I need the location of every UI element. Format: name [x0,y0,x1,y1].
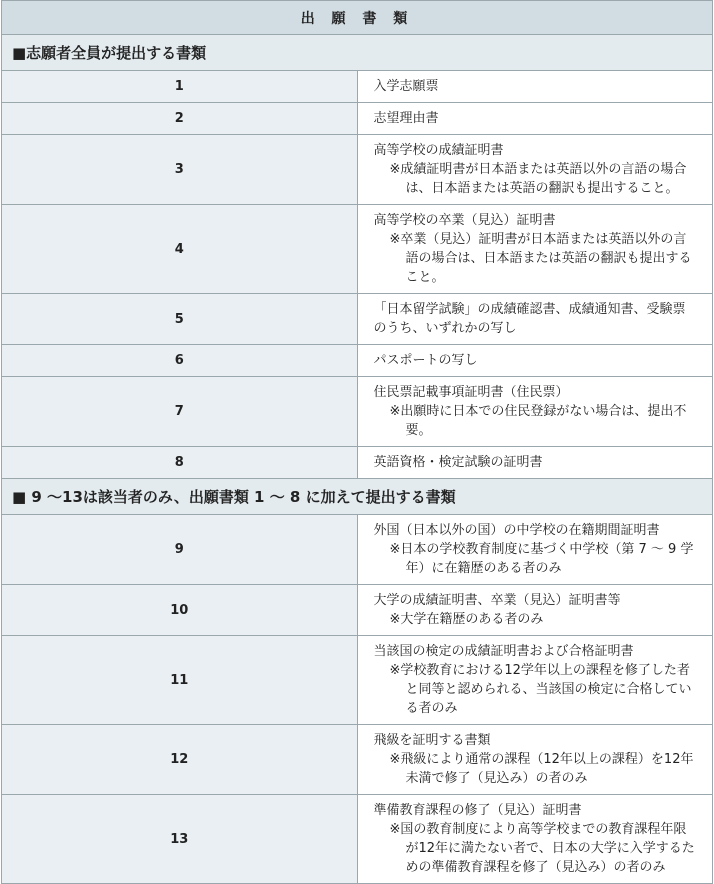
table-row [2,294,713,345]
documents-table [1,0,713,884]
document-name: 入学志願票 [373,79,439,94]
row-number: 8 [2,447,358,479]
table-row [2,377,713,447]
document-note: ※卒業（見込）証明書が日本語または英語以外の言語の場合は、日本語または英語の翻訳も提出すること。 [389,232,692,285]
table-row [2,135,713,205]
document-name: 飛級を証明する書類 [373,733,491,748]
document-name: 英語資格・検定試験の証明書 [373,455,543,470]
document-note: ※学校教育における12学年以上の課程を修了した者と同等と認められる、当該国の検定に合格している者のみ [389,663,692,716]
row-number: 13 [2,795,358,884]
row-content [357,135,713,205]
row-number: 11 [2,636,358,725]
document-note: ※大学在籍歴のある者のみ [389,612,544,627]
row-number: 1 [2,71,358,103]
document-name: 高等学校の卒業（見込）証明書 [373,213,556,228]
document-note: ※飛級により通常の課程（12年以上の課程）を12年未満で修了（見込み）の者のみ [389,752,694,786]
document-name: 当該国の検定の成績証明書および合格証明書 [373,644,634,659]
row-content [357,103,713,135]
document-name: 外国（日本以外の国）の中学校の在籍期間証明書 [373,523,660,538]
row-content [357,795,713,884]
table-row [2,515,713,585]
row-number: 5 [2,294,358,345]
section-heading-all: ■志願者全員が提出する書類 [2,35,713,71]
row-number: 10 [2,585,358,636]
row-content [357,377,713,447]
row-content [357,636,713,725]
row-number: 6 [2,345,358,377]
row-content [357,205,713,294]
document-name: 志望理由書 [373,111,439,126]
row-number: 9 [2,515,358,585]
table-title: 出 願 書 類 [2,1,713,35]
row-content [357,294,713,345]
document-name: 「日本留学試験」の成績確認書、成績通知書、受験票のうち、いずれかの写し [373,302,686,336]
table-row [2,103,713,135]
document-name: パスポートの写し [373,353,478,368]
row-number: 12 [2,725,358,795]
table-row [2,345,713,377]
row-content [357,71,713,103]
table-row [2,585,713,636]
section-heading-conditional: ■ 9 〜13は該当者のみ、出願書類 1 〜 8 に加えて提出する書類 [2,479,713,515]
document-note: ※成績証明書が日本語または英語以外の言語の場合は、日本語または英語の翻訳も提出すること。 [389,162,687,196]
row-content [357,345,713,377]
table-row [2,71,713,103]
document-note: ※国の教育制度により高等学校までの教育課程年限が12年に満たない者で、日本の大学に入学するための準備教育課程を修了（見込み）の者のみ [389,822,695,875]
table-row [2,725,713,795]
row-content [357,725,713,795]
table-row [2,447,713,479]
document-name: 住民票記載事項証明書（住民票） [373,385,569,400]
section-row-conditional [2,479,713,515]
document-name: 準備教育課程の修了（見込）証明書 [373,803,582,818]
row-number: 7 [2,377,358,447]
section-row-all-applicants [2,35,713,71]
title-row [2,1,713,35]
row-content [357,447,713,479]
document-note: ※出願時に日本での住民登録がない場合は、提出不要。 [389,404,687,438]
row-number: 2 [2,103,358,135]
table-row [2,636,713,725]
table-row [2,795,713,884]
row-number: 4 [2,205,358,294]
document-name: 高等学校の成績証明書 [373,143,504,158]
document-name: 大学の成績証明書、卒業（見込）証明書等 [373,593,621,608]
row-number: 3 [2,135,358,205]
table-row [2,205,713,294]
document-note: ※日本の学校教育制度に基づく中学校（第 7 〜 9 学年）に在籍歴のある者のみ [389,542,694,576]
row-content [357,515,713,585]
row-content [357,585,713,636]
